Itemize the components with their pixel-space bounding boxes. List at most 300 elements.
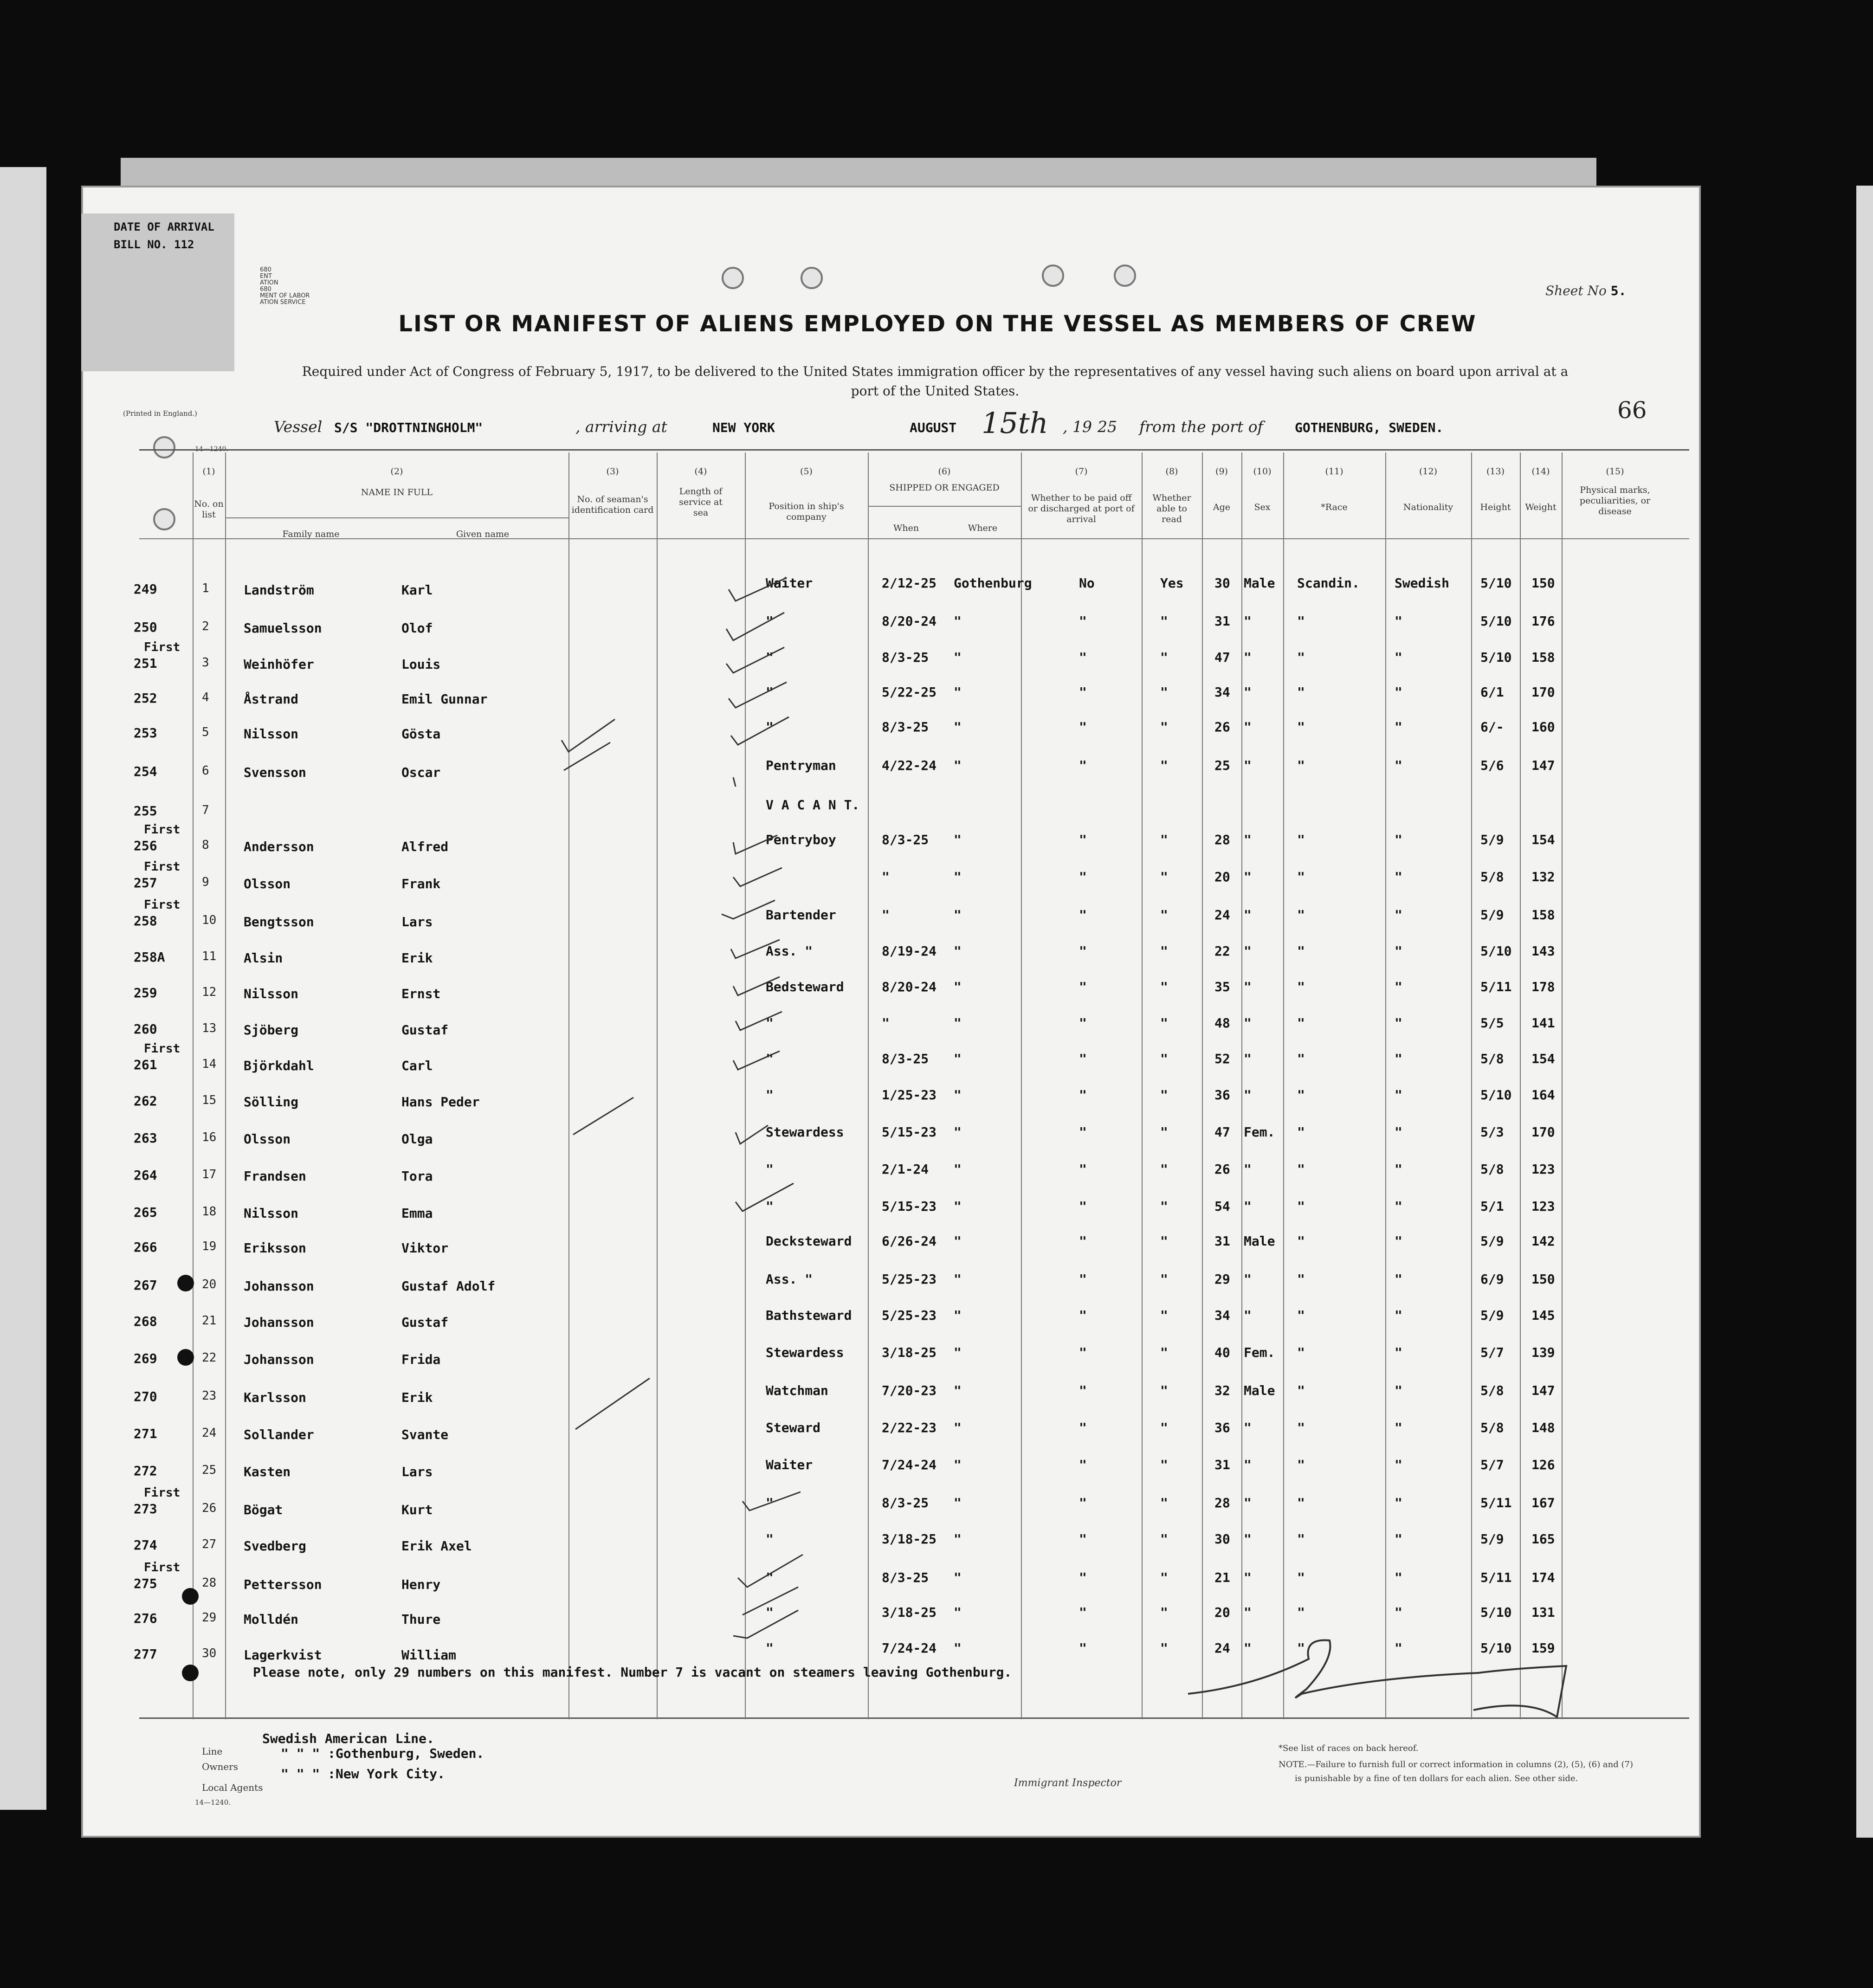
position: Bartender — [766, 907, 836, 923]
nationality: " — [1395, 1199, 1402, 1214]
vessel-label: Vessel — [274, 418, 323, 436]
checkmark-icon-group — [562, 578, 803, 1638]
sex: " — [1244, 719, 1252, 735]
paid-off: " — [1079, 719, 1087, 735]
age: 35 — [1214, 979, 1230, 994]
age: 25 — [1214, 758, 1230, 773]
sex: Fem. — [1244, 1345, 1275, 1360]
family-name: Olsson — [244, 876, 291, 891]
stamp-fragment: ATION SERVICE — [260, 299, 306, 306]
able-to-read: Yes — [1160, 575, 1184, 591]
list-number: 4 — [202, 691, 209, 704]
family-name: Weinhöfer — [244, 657, 314, 672]
position: " — [766, 1531, 774, 1547]
margin-number: 276 — [134, 1611, 157, 1626]
checkmark-icon — [575, 1378, 650, 1429]
position: Stewardess — [766, 1124, 844, 1140]
weight: 154 — [1531, 832, 1555, 847]
weight: 148 — [1531, 1420, 1555, 1435]
height: 5/9 — [1480, 832, 1504, 847]
weight: 150 — [1531, 1272, 1555, 1287]
age: 30 — [1214, 1531, 1230, 1547]
col-5-label: Position in ship's company — [769, 501, 844, 522]
margin-number: 267 — [134, 1278, 157, 1293]
age: 31 — [1214, 1457, 1230, 1472]
margin-number: 262 — [134, 1093, 157, 1109]
col-9-number: (9) — [1215, 466, 1228, 477]
age: 52 — [1214, 1051, 1230, 1066]
weight: 123 — [1531, 1162, 1555, 1177]
paid-off: " — [1079, 1420, 1087, 1435]
margin-number: 254 — [134, 764, 157, 779]
checkmark-icon — [736, 1183, 794, 1211]
list-number: 28 — [202, 1576, 217, 1590]
margin-number: 273 — [134, 1501, 157, 1517]
nationality: " — [1395, 1308, 1402, 1323]
family-name: Bengtsson — [244, 914, 314, 929]
race: " — [1297, 719, 1305, 735]
shipped-when: 8/3-25 — [882, 832, 929, 847]
col-11-label: *Race — [1321, 502, 1348, 512]
race: " — [1297, 1495, 1305, 1510]
paid-off: No — [1079, 575, 1095, 591]
sex: " — [1244, 1051, 1252, 1066]
shipped-when: 5/22-25 — [882, 684, 937, 700]
given-name: Tora — [401, 1168, 433, 1184]
family-name: Alsin — [244, 950, 283, 966]
family-name: Eriksson — [244, 1240, 306, 1256]
height: 5/10 — [1480, 943, 1512, 959]
col-10-number: (10) — [1253, 466, 1272, 477]
height: 6/9 — [1480, 1272, 1504, 1287]
arrival-day: 15th — [982, 406, 1048, 440]
family-name: Karlsson — [244, 1390, 306, 1405]
position: " — [766, 1087, 774, 1103]
position: Decksteward — [766, 1233, 852, 1249]
vessel-name: S/S "DROTTNINGHOLM" — [334, 420, 483, 435]
first-class-label: First — [144, 1561, 181, 1575]
sex: " — [1244, 1308, 1252, 1323]
col-10-label: Sex — [1254, 502, 1271, 512]
given-name: Hans Peder — [401, 1094, 480, 1110]
binding-hole-icon — [182, 1588, 199, 1605]
sex: " — [1244, 1605, 1252, 1620]
age: 31 — [1214, 613, 1230, 629]
age: 34 — [1214, 684, 1230, 700]
given-name: Lars — [401, 1464, 433, 1479]
col-12-number: (12) — [1419, 466, 1437, 477]
family-name: Johansson — [244, 1278, 314, 1294]
height: 5/11 — [1480, 1495, 1512, 1510]
paid-off: " — [1079, 832, 1087, 847]
weight: 158 — [1531, 650, 1555, 665]
nationality: " — [1395, 869, 1402, 884]
penalty-note-1: NOTE.—Failure to furnish full or correct information in columns (2), (5), (6) and (7) — [1279, 1760, 1633, 1769]
family-name: Sölling — [244, 1094, 299, 1110]
col-3-label: No. of seaman's identification card — [571, 494, 654, 515]
margin-number: 261 — [134, 1057, 157, 1072]
col-14-number: (14) — [1531, 466, 1550, 477]
weight: 142 — [1531, 1233, 1555, 1249]
page-title: LIST OR MANIFEST OF ALIENS EMPLOYED ON THE VESSEL AS MEMBERS OF CREW — [398, 311, 1477, 337]
stamp-line-1: DATE OF ARRIVAL — [114, 220, 214, 233]
sex: " — [1244, 1420, 1252, 1435]
position: " — [766, 1495, 774, 1510]
list-number: 10 — [202, 913, 217, 927]
line-value: Swedish American Line. — [262, 1731, 434, 1746]
race: " — [1297, 979, 1305, 994]
able-to-read: " — [1160, 1495, 1168, 1510]
paid-off: " — [1079, 650, 1087, 665]
family-name: Svedberg — [244, 1538, 306, 1554]
margin-number: 271 — [134, 1426, 157, 1441]
checkmark-icon — [733, 835, 777, 854]
shipped-where: " — [954, 719, 962, 735]
first-class-label: First — [144, 860, 181, 874]
shipped-when: 7/24-24 — [882, 1457, 937, 1472]
height: 5/7 — [1480, 1457, 1504, 1472]
able-to-read: " — [1160, 758, 1168, 773]
family-name: Samuelsson — [244, 620, 322, 636]
shipped-where: " — [954, 832, 962, 847]
sex: " — [1244, 758, 1252, 773]
height: 6/- — [1480, 719, 1504, 735]
col-3-number: (3) — [606, 466, 619, 477]
family-name: Åstrand — [244, 691, 299, 707]
height: 6/1 — [1480, 684, 1504, 700]
height: 5/9 — [1480, 1531, 1504, 1547]
margin-number: 255 — [134, 803, 157, 819]
col-15-number: (15) — [1606, 466, 1624, 477]
col-9-label: Age — [1213, 502, 1231, 512]
list-number: 12 — [202, 985, 217, 999]
given-name: Gösta — [401, 726, 441, 742]
shipped-when: " — [882, 907, 890, 923]
paid-off: " — [1079, 1570, 1087, 1585]
race: " — [1297, 1308, 1305, 1323]
height: 5/8 — [1480, 869, 1504, 884]
weight: 132 — [1531, 869, 1555, 884]
shipped-when: 2/1-24 — [882, 1162, 929, 1177]
shipped-where: " — [954, 1051, 962, 1066]
col-13-number: (13) — [1486, 466, 1505, 477]
sex: " — [1244, 1640, 1252, 1656]
checkmark-icon — [736, 1012, 782, 1030]
nationality: " — [1395, 719, 1402, 735]
height: 5/8 — [1480, 1383, 1504, 1398]
race: " — [1297, 1087, 1305, 1103]
height: 5/10 — [1480, 1640, 1512, 1656]
checkmark-icon — [722, 900, 775, 919]
age: 36 — [1214, 1420, 1230, 1435]
sex: " — [1244, 832, 1252, 847]
nationality: " — [1395, 1605, 1402, 1620]
race: " — [1297, 1640, 1305, 1656]
position: " — [766, 1570, 774, 1585]
col-2-label: NAME IN FULL — [361, 487, 433, 497]
shipped-when: 8/3-25 — [882, 719, 929, 735]
list-number: 22 — [202, 1351, 217, 1365]
margin-number: 260 — [134, 1021, 157, 1037]
able-to-read: " — [1160, 1570, 1168, 1585]
shipped-where: " — [954, 684, 962, 700]
sex: " — [1244, 1162, 1252, 1177]
from-port: GOTHENBURG, SWEDEN. — [1295, 420, 1444, 435]
position: " — [766, 1162, 774, 1177]
paid-off: " — [1079, 1345, 1087, 1360]
height: 5/6 — [1480, 758, 1504, 773]
shipped-where: " — [954, 1308, 962, 1323]
race: " — [1297, 832, 1305, 847]
position: " — [766, 650, 774, 665]
height: 5/8 — [1480, 1162, 1504, 1177]
nationality: " — [1395, 650, 1402, 665]
race: " — [1297, 869, 1305, 884]
race: Scandin. — [1297, 575, 1360, 591]
list-number: 20 — [202, 1278, 217, 1291]
shipped-where: " — [954, 869, 962, 884]
shipped-where: " — [954, 1420, 962, 1435]
given-name: Lars — [401, 914, 433, 929]
list-number: 3 — [202, 656, 209, 670]
position: " — [766, 1640, 774, 1656]
paid-off: " — [1079, 1233, 1087, 1249]
sex: " — [1244, 613, 1252, 629]
height: 5/3 — [1480, 1124, 1504, 1140]
given-name: Kurt — [401, 1502, 433, 1517]
race: " — [1297, 1570, 1305, 1585]
position: Pentryman — [766, 758, 836, 773]
able-to-read: " — [1160, 613, 1168, 629]
race: " — [1297, 1531, 1305, 1547]
checkmark-icon — [733, 777, 736, 787]
height: 5/5 — [1480, 1015, 1504, 1031]
col-14-label: Weight — [1525, 502, 1557, 512]
given-name: Ernst — [401, 986, 441, 1001]
position: " — [766, 613, 774, 629]
shipped-where: " — [954, 1570, 962, 1585]
weight: 164 — [1531, 1087, 1555, 1103]
shipped-where: " — [954, 907, 962, 923]
margin-number: 263 — [134, 1130, 157, 1146]
weight: 159 — [1531, 1640, 1555, 1656]
given-name: Viktor — [401, 1240, 449, 1256]
given-name: Oscar — [401, 765, 441, 780]
able-to-read: " — [1160, 1199, 1168, 1214]
list-number: 26 — [202, 1501, 217, 1515]
height: 5/7 — [1480, 1345, 1504, 1360]
position: Pentryboy — [766, 832, 836, 847]
stamp-fragment-number: 680 — [260, 286, 271, 293]
first-class-label: First — [144, 898, 181, 912]
age: 31 — [1214, 1233, 1230, 1249]
sex: " — [1244, 907, 1252, 923]
sex: Male — [1244, 575, 1275, 591]
family-name: Nilsson — [244, 726, 299, 742]
age: 22 — [1214, 943, 1230, 959]
col-8-number: (8) — [1165, 466, 1178, 477]
sex: Male — [1244, 1383, 1275, 1398]
race: " — [1297, 1015, 1305, 1031]
race: " — [1297, 650, 1305, 665]
shipped-where: " — [954, 943, 962, 959]
sex: " — [1244, 684, 1252, 700]
page-number-handwritten: 66 — [1617, 397, 1647, 424]
able-to-read: " — [1160, 684, 1168, 700]
col-8-label: Whether able to read — [1152, 493, 1191, 524]
family-name: Pettersson — [244, 1577, 322, 1592]
age: 32 — [1214, 1383, 1230, 1398]
race: " — [1297, 1605, 1305, 1620]
binding-hole-icon — [182, 1665, 199, 1681]
family-name: Sjöberg — [244, 1022, 299, 1038]
position: Waiter — [766, 575, 813, 591]
list-number: 16 — [202, 1130, 217, 1144]
weight: 165 — [1531, 1531, 1555, 1547]
col-5-number: (5) — [800, 466, 813, 477]
weight: 174 — [1531, 1570, 1555, 1585]
first-class-label: First — [144, 1486, 181, 1500]
height: 5/9 — [1480, 907, 1504, 923]
margin-number: 253 — [134, 725, 157, 741]
race: " — [1297, 1162, 1305, 1177]
nationality: " — [1395, 1124, 1402, 1140]
race: " — [1297, 1345, 1305, 1360]
col-13-label: Height — [1480, 502, 1511, 512]
paid-off: " — [1079, 1162, 1087, 1177]
shipped-where: " — [954, 1457, 962, 1472]
family-name: Nilsson — [244, 1206, 299, 1221]
list-number: 5 — [202, 725, 209, 739]
sex: " — [1244, 1087, 1252, 1103]
family-name: Johansson — [244, 1315, 314, 1330]
able-to-read: " — [1160, 1124, 1168, 1140]
margin-number: 251 — [134, 656, 157, 671]
weight: 176 — [1531, 613, 1555, 629]
col-6-number: (6) — [938, 466, 951, 477]
col-4-number: (4) — [694, 466, 707, 477]
first-class-label: First — [144, 1042, 181, 1056]
height: 5/9 — [1480, 1233, 1504, 1249]
paid-off: " — [1079, 1051, 1087, 1066]
able-to-read: " — [1160, 719, 1168, 735]
shipped-when: 7/20-23 — [882, 1383, 937, 1398]
sex: " — [1244, 1199, 1252, 1214]
list-number: 24 — [202, 1426, 217, 1440]
nationality: " — [1395, 1087, 1402, 1103]
shipped-when: 2/12-25 — [882, 575, 937, 591]
paid-off: " — [1079, 869, 1087, 884]
family-name: Kasten — [244, 1464, 291, 1479]
weight: 158 — [1531, 907, 1555, 923]
age: 29 — [1214, 1272, 1230, 1287]
family-name: Björkdahl — [244, 1058, 314, 1073]
given-name: Thure — [401, 1612, 441, 1627]
col-6-where: Where — [968, 523, 998, 533]
nationality: " — [1395, 1420, 1402, 1435]
weight: 126 — [1531, 1457, 1555, 1472]
list-number: 1 — [202, 581, 209, 595]
sheet-value: 5. — [1610, 283, 1627, 298]
given-name: Svante — [401, 1427, 449, 1442]
shipped-when: 8/3-25 — [882, 1570, 929, 1585]
printed-in-england: (Printed in England.) — [123, 409, 197, 418]
able-to-read: " — [1160, 1457, 1168, 1472]
paid-off: " — [1079, 1383, 1087, 1398]
col-7-label: Whether to be paid off or discharged at port of arrival — [1028, 493, 1135, 524]
checkmark-icon — [726, 647, 784, 673]
owners-value: " " " :Gothenburg, Sweden. — [281, 1746, 484, 1761]
shipped-when: 1/25-23 — [882, 1087, 937, 1103]
age: 40 — [1214, 1345, 1230, 1360]
given-name: Emil Gunnar — [401, 691, 488, 707]
paid-off: " — [1079, 1124, 1087, 1140]
stamp-fragment: MENT OF LABOR — [260, 292, 310, 299]
list-number: 2 — [202, 620, 209, 633]
position: " — [766, 684, 774, 700]
given-name: Emma — [401, 1206, 433, 1221]
checkmark-icon — [736, 1125, 768, 1144]
list-number: 15 — [202, 1093, 217, 1107]
margin-number: 272 — [134, 1463, 157, 1478]
list-number: 21 — [202, 1314, 217, 1328]
weight: 123 — [1531, 1199, 1555, 1214]
margin-number: 252 — [134, 691, 157, 706]
family-name: Lagerkvist — [244, 1647, 322, 1663]
paid-off: " — [1079, 613, 1087, 629]
margin-number: 266 — [134, 1239, 157, 1255]
list-number: 25 — [202, 1463, 217, 1477]
shipped-when: 8/19-24 — [882, 943, 937, 959]
age: 24 — [1214, 1640, 1230, 1656]
nationality: " — [1395, 943, 1402, 959]
col-12-label: Nationality — [1403, 502, 1453, 512]
given-name: Carl — [401, 1058, 433, 1073]
margin-number: 264 — [134, 1168, 157, 1183]
height: 5/8 — [1480, 1051, 1504, 1066]
stamp-fragment: ENT — [260, 273, 272, 280]
shipped-where: " — [954, 1015, 962, 1031]
arriving-port: NEW YORK — [712, 420, 775, 435]
able-to-read: " — [1160, 1087, 1168, 1103]
position: " — [766, 1199, 774, 1214]
shipped-where: " — [954, 758, 962, 773]
footer-form-number: 14—1240. — [195, 1798, 231, 1807]
able-to-read: " — [1160, 1308, 1168, 1323]
paid-off: " — [1079, 1272, 1087, 1287]
shipped-when: 5/25-23 — [882, 1272, 937, 1287]
age: 47 — [1214, 650, 1230, 665]
shipped-when: 3/18-25 — [882, 1345, 937, 1360]
stamp-fragment-number: 680 — [260, 266, 271, 273]
race: " — [1297, 1124, 1305, 1140]
family-name: Johansson — [244, 1352, 314, 1367]
sex: " — [1244, 1570, 1252, 1585]
age: 20 — [1214, 869, 1230, 884]
list-number: 29 — [202, 1611, 217, 1625]
race: " — [1297, 907, 1305, 923]
margin-number: 270 — [134, 1389, 157, 1404]
able-to-read: " — [1160, 907, 1168, 923]
first-class-label: First — [144, 823, 181, 837]
shipped-when: 3/18-25 — [882, 1605, 937, 1620]
able-to-read: " — [1160, 943, 1168, 959]
weight: 147 — [1531, 1383, 1555, 1398]
list-number: 23 — [202, 1389, 217, 1403]
nationality: " — [1395, 1383, 1402, 1398]
vacancy-note: Please note, only 29 numbers on this manifest. Number 7 is vacant on steamers leaving Gothenburg. — [253, 1665, 1012, 1680]
given-name: Gustaf Adolf — [401, 1278, 496, 1294]
